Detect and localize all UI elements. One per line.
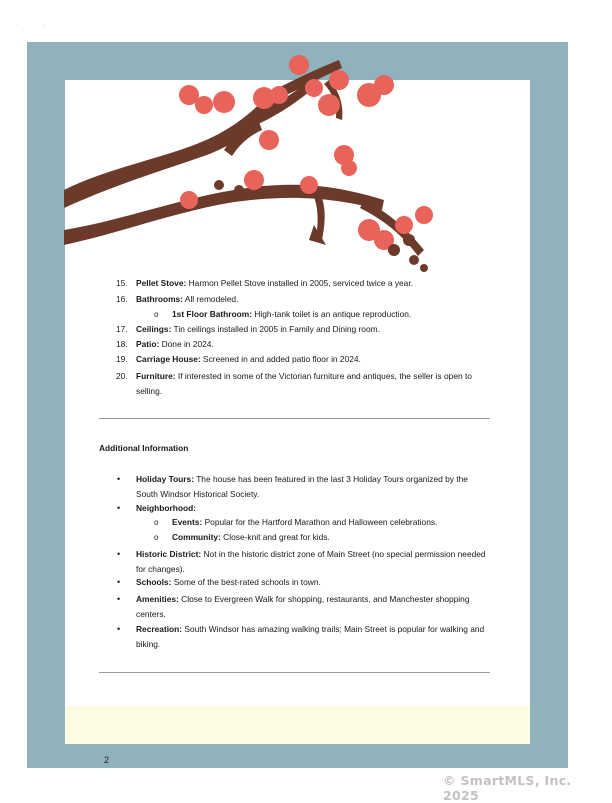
sub-bullet: o [154,533,159,542]
item-text: High-tank toilet is an antique reproduction. [252,309,412,319]
list-number: 15. [116,278,128,288]
section-heading: Additional Information [99,443,189,453]
item-label: Bathrooms: [136,294,183,304]
bullet: • [117,594,121,604]
sub-bullet: o [154,518,159,527]
bullet: • [117,624,121,634]
item-label: 1st Floor Bathroom: [172,309,253,319]
item-text: Screened in and added patio floor in 2024. [200,354,361,364]
scan-specks: · , [16,22,45,28]
item-label: Furniture: [136,371,176,381]
item-text: Done in 2024. [159,339,214,349]
item-label: Patio: [136,339,160,349]
item-text: If interested in some of the Victorian furniture and antiques, the seller is open to selling. [136,371,472,396]
bullet: • [117,577,121,587]
sub-bullet: o [154,310,159,319]
item-text: Not in the historic district zone of Main Street (no special permission needed for changes). [136,549,486,574]
list-number: 19. [116,354,128,364]
list-number: 17. [116,324,128,334]
item-label: Historic District: [136,549,202,559]
item-label: Holiday Tours: [136,474,195,484]
list-number: 20. [116,371,128,381]
item-label: Carriage House: [136,354,201,364]
bullet: • [117,503,121,513]
bullet: • [117,474,121,484]
item-label: Community: [172,532,221,542]
item-label: Neighborhood: [136,503,197,513]
bullet: • [117,549,121,559]
item-text: Some of the best-rated schools in town. [171,577,321,587]
divider [99,418,490,419]
item-text: Harmon Pellet Stove installed in 2005, serviced twice a year. [186,278,413,288]
item-label: Ceilings: [136,324,172,334]
item-text: The house has been featured in the last 3 Holiday Tours organized by the South Windsor Historical Society. [136,474,468,499]
item-label: Schools: [136,577,172,587]
item-text: Close-knit and great for kids. [220,532,330,542]
copyright-watermark: © SmartMLS, Inc. 2025 [443,773,572,803]
list-number: 18. [116,339,128,349]
item-label: Pellet Stove: [136,278,187,288]
item-text: South Windsor has amazing walking trails; Main Street is popular for walking and biking. [136,624,485,649]
divider [99,672,490,673]
item-text: Tin ceilings installed in 2005 in Family and Dining room. [171,324,380,334]
page-number: 2 [104,755,110,765]
list-number: 16. [116,294,128,304]
item-label: Amenities: [136,594,179,604]
item-text: Close to Evergreen Walk for shopping, restaurants, and Manchester shopping centers. [136,594,470,619]
item-label: Events: [172,517,203,527]
item-label: Recreation: [136,624,183,634]
item-text: Popular for the Hartford Marathon and Halloween celebrations. [202,517,438,527]
item-text: All remodeled. [183,294,239,304]
